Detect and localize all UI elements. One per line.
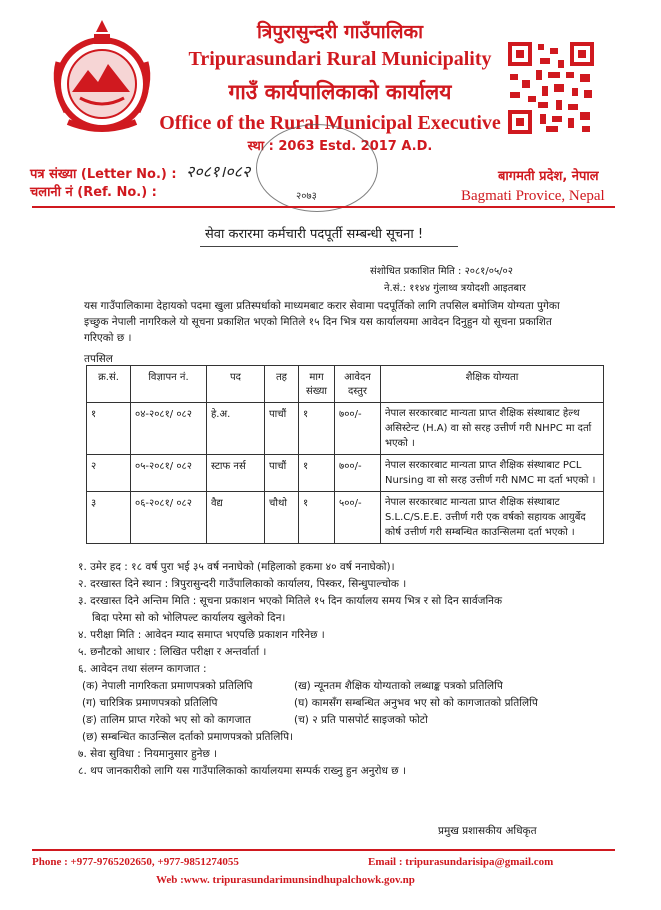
established-date: स्था : 2063 Estd. 2017 A.D. bbox=[247, 139, 433, 154]
revised-publish-date: संशोधित प्रकाशित मिति : २०८१/०५/०२ bbox=[370, 266, 513, 277]
office-seal-stamp bbox=[256, 124, 378, 212]
header-ad-no: विज्ञापन नं. bbox=[131, 366, 207, 403]
document-item: (घ) कामसँग सम्बन्धित अनुभव भए सो को कागजातको प्रतिलिपि bbox=[294, 697, 538, 709]
cell-qualification: नेपाल सरकारबाट मान्यता प्राप्त शैक्षिक संस्थाबाट हेल्थ असिस्टेन्ट (H.A) वा सो सरह उत्तीर्ण गरी NHPC मा दर्ता भएको । bbox=[381, 403, 604, 455]
notes-list bbox=[78, 560, 598, 781]
cell-sn: ३ bbox=[87, 492, 131, 544]
nepal-sambat-date: ने.सं.: ११४४ गुंलाथ्व त्रयोदशी आइतबार bbox=[384, 283, 526, 294]
header-level: तह bbox=[265, 366, 299, 403]
cell-sn: २ bbox=[87, 455, 131, 492]
note-deadline: ३. दरखास्त दिने अन्तिम मिति : सूचना प्रकाशन भएको मितिले १५ दिन कार्यालय समय भित्र र सो दिन सार्वजनिक bbox=[78, 595, 503, 607]
note-contact: ८. थप जानकारीको लागि यस गाउँपालिकाको कार्यालयमा सम्पर्क राख्नु हुन अनुरोध छ । bbox=[78, 765, 406, 777]
office-name-np: गाउँ कार्यपालिकाको कार्यालय bbox=[228, 80, 452, 104]
cell-level: पाचौं bbox=[265, 455, 299, 492]
footer-divider bbox=[32, 849, 615, 851]
header-divider bbox=[32, 206, 615, 208]
document-item: (ङ) तालिम प्राप्त गरेको भए सो को कागजात bbox=[82, 714, 251, 726]
letter-no-value: २०८१।०८२ bbox=[186, 162, 251, 181]
tapsil-label: तपसिल bbox=[84, 353, 113, 365]
document-row bbox=[78, 696, 598, 713]
qr-code-icon bbox=[506, 40, 596, 136]
table-header-row bbox=[87, 366, 604, 403]
header-post: पद bbox=[207, 366, 265, 403]
ref-no-label: चलानी नं (Ref. No.) : bbox=[30, 185, 157, 200]
header-demand: माग संख्या bbox=[299, 366, 335, 403]
table-row bbox=[87, 492, 604, 544]
province-np: बागमती प्रदेश, नेपाल bbox=[498, 169, 599, 184]
document-row bbox=[78, 679, 598, 696]
municipality-name-np: त्रिपुरासुन्दरी गाउँपालिका bbox=[256, 21, 424, 43]
cell-level: चौथो bbox=[265, 492, 299, 544]
footer-website[interactable]: Web :www. tripurasundarimunsindhupalchowk.gov.np bbox=[156, 874, 415, 886]
note-documents: ६. आवेदन तथा संलग्न कागजात : bbox=[78, 663, 207, 675]
stamp-year: २०७३ bbox=[296, 191, 317, 202]
notice-title: सेवा करारमा कर्मचारी पदपूर्ती सम्बन्धी सूचना ! bbox=[205, 227, 424, 242]
note-age-limit: १. उमेर हद : १८ वर्ष पुरा भई ३५ वर्ष ननाघेको (महिलाको हकमा ४० वर्ष ननाघेको)। bbox=[78, 561, 395, 573]
cell-fee: ७००/- bbox=[335, 455, 381, 492]
cell-demand: १ bbox=[299, 492, 335, 544]
letter-no-label: पत्र संख्या (Letter No.) : bbox=[30, 167, 177, 182]
office-name-en: Office of the Rural Municipal Executive bbox=[159, 112, 501, 134]
cell-post: हे.अ. bbox=[207, 403, 265, 455]
cell-post: स्टाफ नर्स bbox=[207, 455, 265, 492]
cell-ad-no: ०४-२०८१/ ०८२ bbox=[131, 403, 207, 455]
cell-ad-no: ०६-२०८१/ ०८२ bbox=[131, 492, 207, 544]
cell-qualification: नेपाल सरकारबाट मान्यता प्राप्त शैक्षिक संस्थाबाट S.L.C/S.E.E. उत्तीर्ण गरी एक वर्षको सहायक आयुर्बेद कोर्ष उत्तीर्ण गरी सम्बन्धित काउन्सिलमा दर्ता भएको । bbox=[381, 492, 604, 544]
cell-fee: ५००/- bbox=[335, 492, 381, 544]
note-selection-basis: ५. छनौटको आधार : लिखित परीक्षा र अन्तर्वार्ता । bbox=[78, 646, 267, 658]
footer-email[interactable]: Email : tripurasundarisipa@gmail.com bbox=[368, 856, 554, 868]
note-facilities: ७. सेवा सुविधा : नियमानुसार हुनेछ । bbox=[78, 748, 218, 760]
note-deadline-cont: बिदा परेमा सो को भोलिपल्ट कार्यालय खुलेको दिन। bbox=[92, 612, 286, 624]
document-item: (क) नेपाली नागरिकता प्रमाणपत्रको प्रतिलिपि bbox=[82, 680, 253, 692]
footer-phone: Phone : +977-9765202650, +977-9851274055 bbox=[32, 856, 239, 868]
document-item: (च) २ प्रति पासपोर्ट साइजको फोटो bbox=[294, 714, 428, 726]
header-fee: आवेदन दस्तुर bbox=[335, 366, 381, 403]
cell-demand: १ bbox=[299, 455, 335, 492]
province-en: Bagmati Provice, Nepal bbox=[461, 188, 605, 204]
cell-sn: १ bbox=[87, 403, 131, 455]
header-sn: क्र.सं. bbox=[87, 366, 131, 403]
document-row bbox=[78, 713, 598, 730]
cell-demand: १ bbox=[299, 403, 335, 455]
cell-post: वैद्य bbox=[207, 492, 265, 544]
cell-fee: ७००/- bbox=[335, 403, 381, 455]
table-row bbox=[87, 455, 604, 492]
cell-level: पाचौं bbox=[265, 403, 299, 455]
signatory-title: प्रमुख प्रशासकीय अधिकृत bbox=[438, 825, 537, 837]
header-qualification: शैक्षिक योग्यता bbox=[381, 366, 604, 403]
document-item: (ख) न्यूनतम शैक्षिक योग्यताको लब्धाङ्क पत्रको प्रतिलिपि bbox=[294, 680, 503, 692]
title-underline bbox=[200, 246, 458, 247]
document-item: (छ) सम्बन्धित काउन्सिल दर्ताको प्रमाणपत्रको प्रतिलिपि। bbox=[82, 731, 294, 743]
note-exam-date: ४. परीक्षा मिति : आवेदन म्याद समाप्त भएपछि प्रकाशन गरिनेछ । bbox=[78, 629, 325, 641]
cell-ad-no: ०५-२०८१/ ०८२ bbox=[131, 455, 207, 492]
table-row bbox=[87, 403, 604, 455]
notice-intro: यस गाउँपालिकामा देहायको पदमा खुला प्रतिस्पर्धाको माध्यमबाट करार सेवामा पदपूर्तिको लागि तपसिल बमोजिम योग्यता पुगेका इच्छुक नेपाली नागरिकले यो सूचना प्रकाशित भएको मितिले १५ दिन भित्र यस कार्यालयमा आवेदन दिनुहुन यो सूचना प्रकाशित गरिएको छ । bbox=[84, 300, 560, 344]
note-application-place: २. दरखास्त दिने स्थान : त्रिपुरासुन्दरी गाउँपालिकाको कार्यालय, पिस्कर, सिन्धुपाल्चोक । bbox=[78, 578, 407, 590]
municipality-name-en: Tripurasundari Rural Municipality bbox=[188, 48, 492, 70]
cell-qualification: नेपाल सरकारबाट मान्यता प्राप्त शैक्षिक संस्थाबाट PCL Nursing वा सो सरह उत्तीर्ण गरी NMC मा दर्ता भएको । bbox=[381, 455, 604, 492]
document-item: (ग) चारित्रिक प्रमाणपत्रको प्रतिलिपि bbox=[82, 697, 218, 709]
vacancy-table bbox=[86, 365, 604, 544]
